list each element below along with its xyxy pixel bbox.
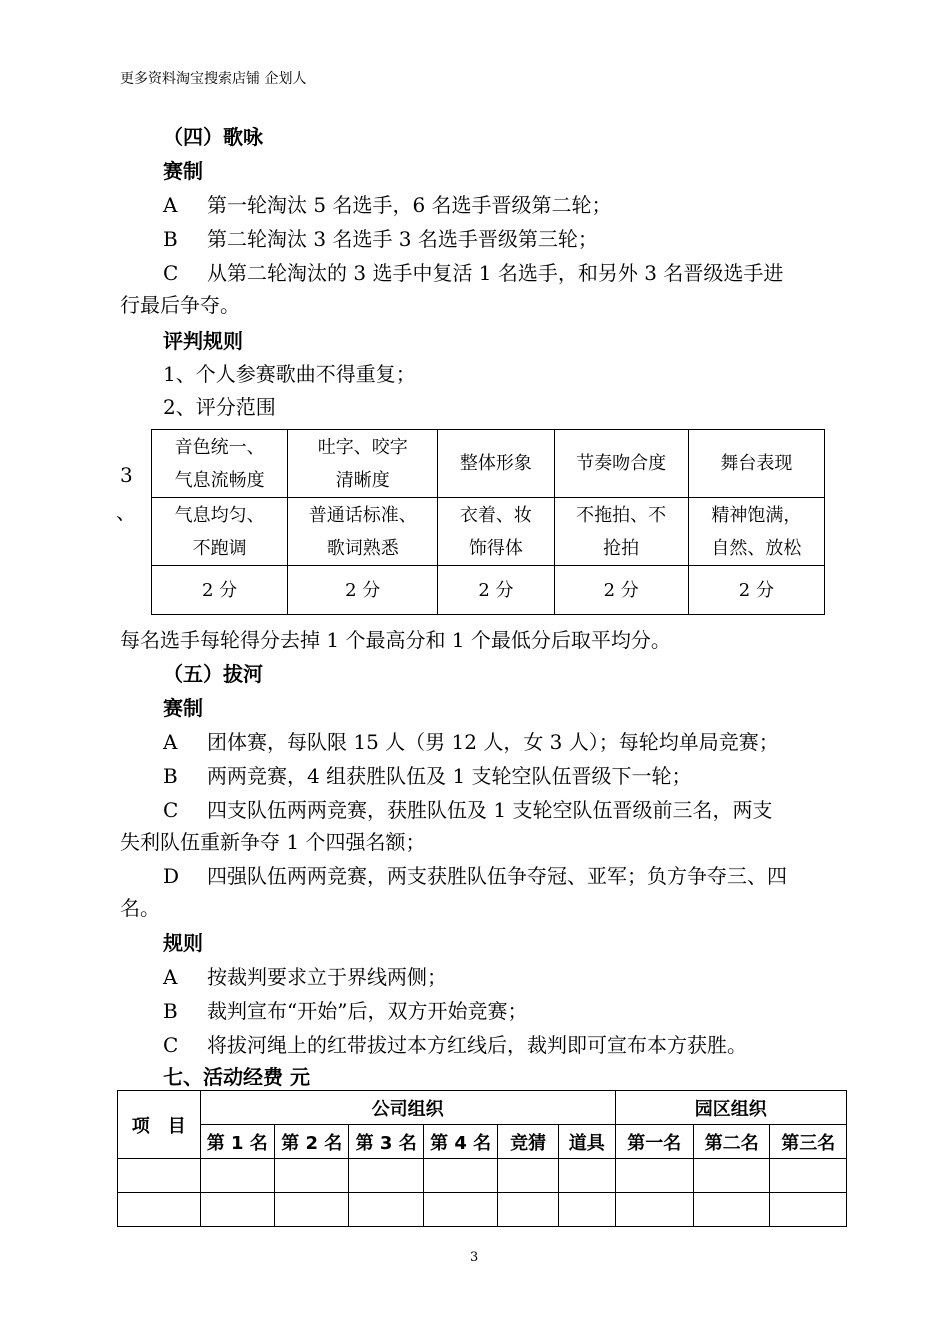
budget-title: 七、活动经费 元 xyxy=(163,1065,310,1089)
budget-column-header: 第二名 xyxy=(694,1125,770,1159)
table-score-cell: 2 分 xyxy=(438,566,554,615)
table-header-cell: 音色统一、 气息流畅度 xyxy=(152,430,288,498)
judging-item-2: 2、评分范围 xyxy=(163,395,276,419)
budget-cell xyxy=(498,1159,559,1193)
tug-r-c-letter: C xyxy=(163,1033,179,1057)
budget-column-header: 竞猜 xyxy=(498,1125,559,1159)
scoring-note: 每名选手每轮得分去掉 1 个最高分和 1 个最低分后取平均分。 xyxy=(120,628,671,652)
budget-cell xyxy=(423,1159,497,1193)
budget-table xyxy=(117,1090,847,1227)
budget-empty-row xyxy=(118,1159,847,1193)
table-header-cell: 整体形象 xyxy=(438,430,554,498)
budget-cell xyxy=(694,1159,770,1193)
tug-title: （五）拔河 xyxy=(163,662,263,686)
budget-cell xyxy=(498,1193,559,1227)
table-criteria-cell: 气息均匀、 不跑调 xyxy=(152,498,288,566)
budget-item-label: 项 目 xyxy=(118,1091,201,1159)
singing-rule-a-letter: A xyxy=(163,193,178,217)
scoring-table xyxy=(151,429,825,615)
budget-column-header: 第一名 xyxy=(615,1125,693,1159)
table-header-cell: 节奏吻合度 xyxy=(554,430,688,498)
table-criteria-cell: 衣着、妆 饰得体 xyxy=(438,498,554,566)
table-score-cell: 2 分 xyxy=(152,566,288,615)
budget-cell xyxy=(694,1193,770,1227)
tug-rule-d-line2: 名。 xyxy=(120,896,160,920)
singing-rule-b-letter: B xyxy=(163,227,178,251)
budget-cell xyxy=(349,1193,423,1227)
tug-rule-d-letter: D xyxy=(163,864,180,888)
budget-column-header: 第 2 名 xyxy=(275,1125,349,1159)
singing-title: （四）歌咏 xyxy=(163,125,263,149)
budget-cell xyxy=(200,1159,274,1193)
tug-r-b-letter: B xyxy=(163,999,178,1023)
singing-format-heading: 赛制 xyxy=(163,159,203,183)
tug-rules-heading: 规则 xyxy=(163,931,203,955)
budget-group-row xyxy=(118,1091,847,1125)
budget-cell xyxy=(275,1193,349,1227)
tug-rule-b: 两两竞赛，4 组获胜队伍及 1 支轮空队伍晋级下一轮； xyxy=(207,764,692,788)
singing-rule-a: 第一轮淘汰 5 名选手，6 名选手晋级第二轮； xyxy=(207,193,612,217)
budget-park-group: 园区组织 xyxy=(615,1091,846,1125)
table-criteria-row xyxy=(152,498,825,566)
tug-r-a: 按裁判要求立于界线两侧； xyxy=(207,965,447,989)
budget-cell xyxy=(615,1159,693,1193)
judging-item-3-mark: 、 xyxy=(116,500,136,524)
budget-column-header: 第 1 名 xyxy=(200,1125,274,1159)
budget-cell xyxy=(423,1193,497,1227)
table-header-cell: 吐字、咬字 清晰度 xyxy=(288,430,438,498)
budget-cell xyxy=(558,1193,615,1227)
budget-column-row xyxy=(118,1125,847,1159)
singing-rule-c-line2: 行最后争夺。 xyxy=(120,293,240,317)
table-criteria-cell: 普通话标准、 歌词熟悉 xyxy=(288,498,438,566)
tug-r-b: 裁判宣布“开始”后，双方开始竞赛； xyxy=(207,999,528,1023)
budget-column-header: 道具 xyxy=(558,1125,615,1159)
budget-column-header: 第 4 名 xyxy=(423,1125,497,1159)
budget-column-header: 第 3 名 xyxy=(349,1125,423,1159)
table-criteria-cell: 不拖拍、不 抢拍 xyxy=(554,498,688,566)
budget-column-header: 第三名 xyxy=(770,1125,847,1159)
tug-rule-c-line2: 失利队伍重新争夺 1 个四强名额； xyxy=(120,830,426,854)
table-header-cell: 舞台表现 xyxy=(688,430,824,498)
table-score-cell: 2 分 xyxy=(554,566,688,615)
budget-company-group: 公司组织 xyxy=(200,1091,615,1125)
judging-item-1: 1、个人参赛歌曲不得重复； xyxy=(163,362,416,386)
tug-rule-c-letter: C xyxy=(163,798,179,822)
budget-cell xyxy=(118,1159,201,1193)
tug-rule-c-line1: 四支队伍两两竞赛，获胜队伍及 1 支轮空队伍晋级前三名，两支 xyxy=(207,798,773,822)
budget-cell xyxy=(615,1193,693,1227)
judging-item-3-number: 3 xyxy=(120,463,133,487)
table-score-row xyxy=(152,566,825,615)
budget-cell xyxy=(770,1159,847,1193)
page-header: 更多资料淘宝搜索店铺 企划人 xyxy=(120,71,307,87)
singing-rule-c-line1: 从第二轮淘汰的 3 选手中复活 1 名选手，和另外 3 名晋级选手进 xyxy=(207,261,784,285)
tug-rule-a-letter: A xyxy=(163,730,178,754)
tug-rule-d-line1: 四强队伍两两竞赛，两支获胜队伍争夺冠、亚军；负方争夺三、四 xyxy=(207,864,787,888)
table-criteria-cell: 精神饱满， 自然、放松 xyxy=(688,498,824,566)
singing-rule-c-letter: C xyxy=(163,261,179,285)
tug-r-c: 将拔河绳上的红带拔过本方红线后，裁判即可宣布本方获胜。 xyxy=(207,1033,747,1057)
page-number: 3 xyxy=(470,1250,479,1265)
budget-cell xyxy=(770,1193,847,1227)
budget-cell xyxy=(118,1193,201,1227)
table-score-cell: 2 分 xyxy=(288,566,438,615)
singing-rule-b: 第二轮淘汰 3 名选手 3 名选手晋级第三轮； xyxy=(207,227,598,251)
budget-cell xyxy=(349,1159,423,1193)
judging-heading: 评判规则 xyxy=(163,329,243,353)
budget-empty-row xyxy=(118,1193,847,1227)
budget-cell xyxy=(558,1159,615,1193)
tug-rule-b-letter: B xyxy=(163,764,178,788)
budget-cell xyxy=(275,1159,349,1193)
tug-rule-a: 团体赛，每队限 15 人（男 12 人，女 3 人）；每轮均单局竞赛； xyxy=(207,730,779,754)
tug-r-a-letter: A xyxy=(163,965,178,989)
table-header-row xyxy=(152,430,825,498)
table-score-cell: 2 分 xyxy=(688,566,824,615)
budget-cell xyxy=(200,1193,274,1227)
tug-format-heading: 赛制 xyxy=(163,696,203,720)
